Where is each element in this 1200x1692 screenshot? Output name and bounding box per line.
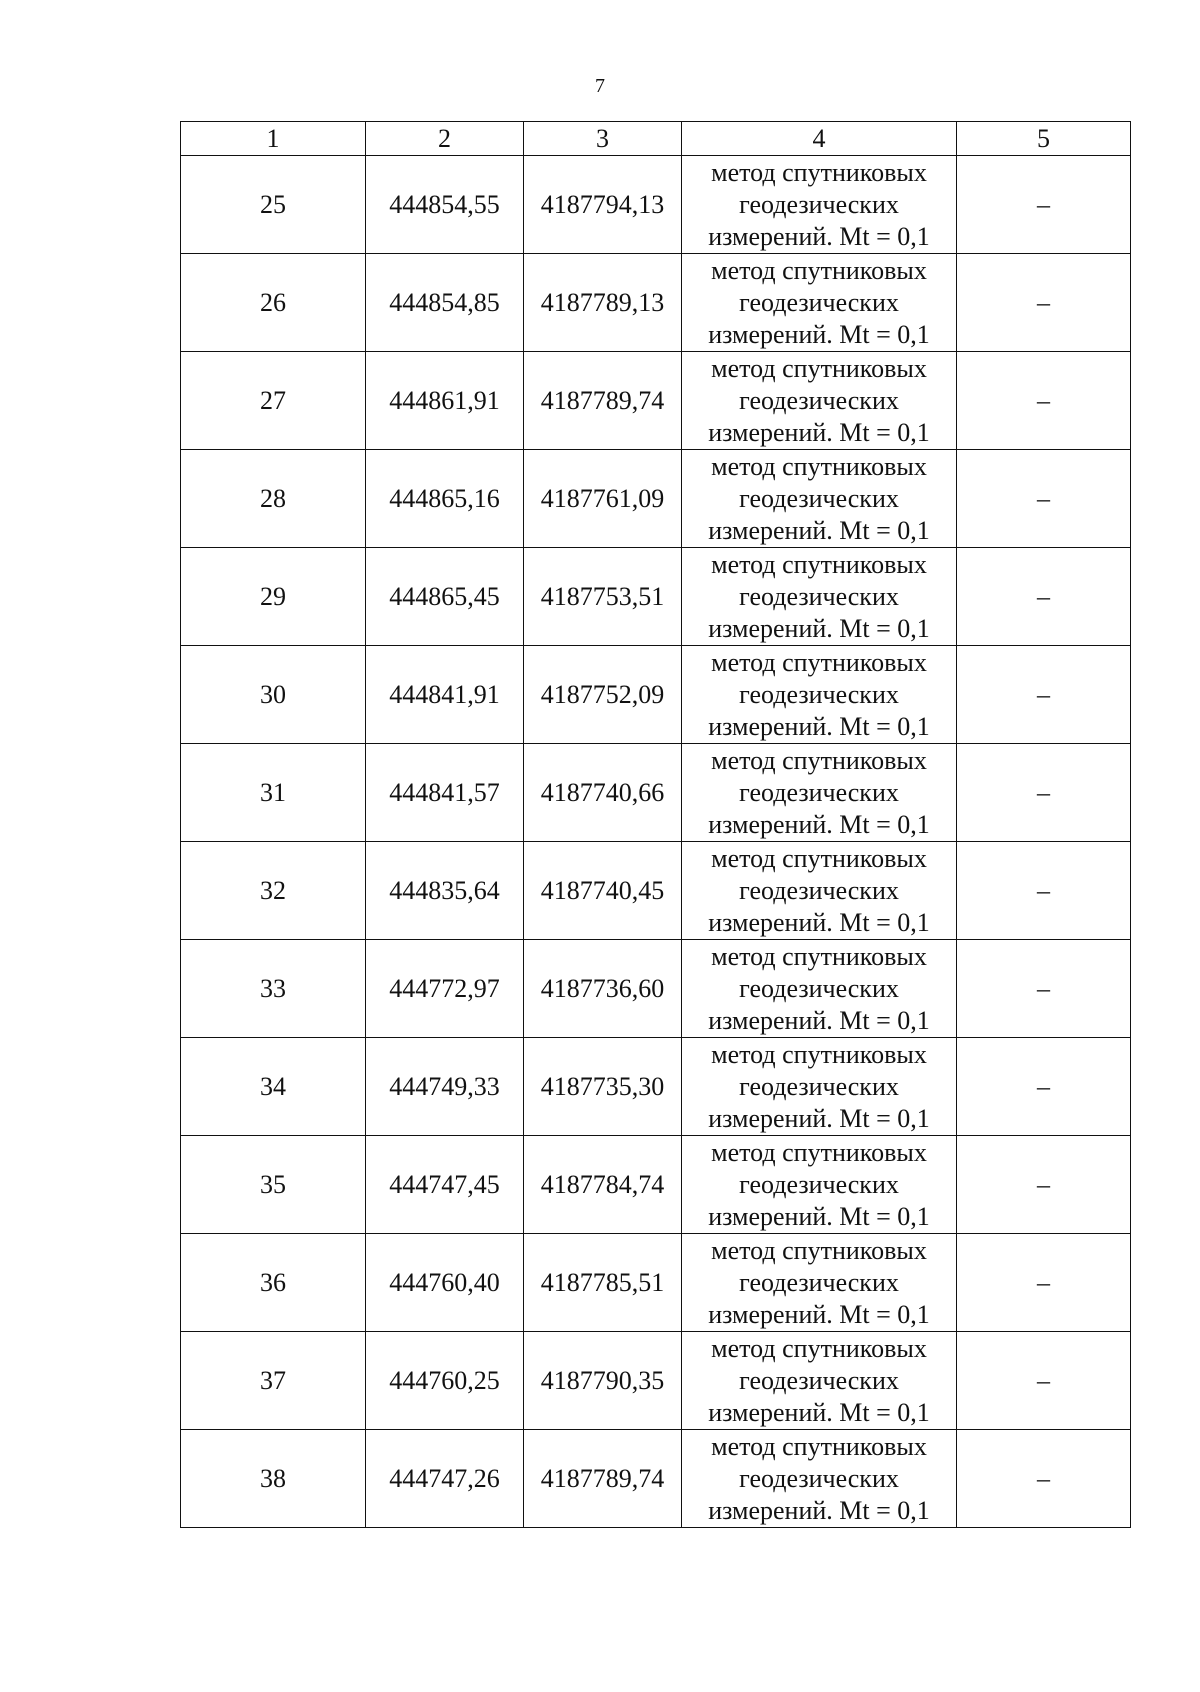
method-cell	[682, 548, 957, 646]
note-cell: –	[957, 1332, 1131, 1430]
method-line: геодезических	[739, 679, 899, 709]
column-header-4: 4	[682, 122, 957, 156]
y-coordinate-cell: 4187735,30	[524, 1038, 682, 1136]
method-line: измерений. Mt = 0,1	[708, 613, 930, 643]
method-line: измерений. Mt = 0,1	[708, 1201, 930, 1231]
point-number-cell: 29	[181, 548, 366, 646]
method-line: метод спутниковых	[711, 255, 927, 285]
page-number: 7	[595, 75, 605, 97]
note-cell: –	[957, 1430, 1131, 1528]
note-cell: –	[957, 1038, 1131, 1136]
method-cell	[682, 1430, 957, 1528]
method-cell	[682, 1136, 957, 1234]
method-line: геодезических	[739, 483, 899, 513]
method-line: измерений. Mt = 0,1	[708, 907, 930, 937]
note-cell: –	[957, 450, 1131, 548]
method-line: метод спутниковых	[711, 941, 927, 971]
table-row	[181, 646, 1131, 744]
note-cell: –	[957, 842, 1131, 940]
method-line: метод спутниковых	[711, 843, 927, 873]
method-line: метод спутниковых	[711, 745, 927, 775]
method-line: геодезических	[739, 1267, 899, 1297]
y-coordinate-cell: 4187740,45	[524, 842, 682, 940]
method-cell	[682, 156, 957, 254]
table-row	[181, 1332, 1131, 1430]
method-cell	[682, 1038, 957, 1136]
x-coordinate-cell: 444854,85	[366, 254, 524, 352]
x-coordinate-cell: 444841,91	[366, 646, 524, 744]
column-header-5: 5	[957, 122, 1131, 156]
method-line: метод спутниковых	[711, 157, 927, 187]
note-cell: –	[957, 940, 1131, 1038]
method-line: измерений. Mt = 0,1	[708, 809, 930, 839]
table-row	[181, 744, 1131, 842]
method-line: геодезических	[739, 973, 899, 1003]
column-header-1: 1	[181, 122, 366, 156]
method-cell	[682, 940, 957, 1038]
y-coordinate-cell: 4187785,51	[524, 1234, 682, 1332]
x-coordinate-cell: 444749,33	[366, 1038, 524, 1136]
column-header-2: 2	[366, 122, 524, 156]
method-line: измерений. Mt = 0,1	[708, 319, 930, 349]
y-coordinate-cell: 4187790,35	[524, 1332, 682, 1430]
point-number-cell: 36	[181, 1234, 366, 1332]
point-number-cell: 34	[181, 1038, 366, 1136]
method-line: метод спутниковых	[711, 353, 927, 383]
column-header-3: 3	[524, 122, 682, 156]
method-line: геодезических	[739, 1463, 899, 1493]
y-coordinate-cell: 4187736,60	[524, 940, 682, 1038]
note-cell: –	[957, 254, 1131, 352]
note-cell: –	[957, 646, 1131, 744]
note-cell: –	[957, 156, 1131, 254]
x-coordinate-cell: 444760,40	[366, 1234, 524, 1332]
table-row	[181, 842, 1131, 940]
method-cell	[682, 842, 957, 940]
method-line: метод спутниковых	[711, 1333, 927, 1363]
table-row	[181, 940, 1131, 1038]
table-row	[181, 548, 1131, 646]
method-line: измерений. Mt = 0,1	[708, 515, 930, 545]
method-line: геодезических	[739, 1365, 899, 1395]
method-line: измерений. Mt = 0,1	[708, 417, 930, 447]
x-coordinate-cell: 444861,91	[366, 352, 524, 450]
table-row	[181, 352, 1131, 450]
y-coordinate-cell: 4187740,66	[524, 744, 682, 842]
method-line: геодезических	[739, 777, 899, 807]
note-cell: –	[957, 1234, 1131, 1332]
x-coordinate-cell: 444760,25	[366, 1332, 524, 1430]
method-cell	[682, 1332, 957, 1430]
point-number-cell: 25	[181, 156, 366, 254]
method-line: метод спутниковых	[711, 1137, 927, 1167]
method-line: геодезических	[739, 189, 899, 219]
point-number-cell: 31	[181, 744, 366, 842]
y-coordinate-cell: 4187789,13	[524, 254, 682, 352]
table-row	[181, 1234, 1131, 1332]
table-row	[181, 1038, 1131, 1136]
method-line: измерений. Mt = 0,1	[708, 1397, 930, 1427]
x-coordinate-cell: 444865,16	[366, 450, 524, 548]
method-line: метод спутниковых	[711, 1235, 927, 1265]
note-cell: –	[957, 744, 1131, 842]
table-header-row	[181, 122, 1131, 156]
x-coordinate-cell: 444772,97	[366, 940, 524, 1038]
point-number-cell: 27	[181, 352, 366, 450]
point-number-cell: 38	[181, 1430, 366, 1528]
note-cell: –	[957, 548, 1131, 646]
method-line: измерений. Mt = 0,1	[708, 1103, 930, 1133]
method-cell	[682, 646, 957, 744]
method-line: геодезических	[739, 385, 899, 415]
method-line: геодезических	[739, 287, 899, 317]
y-coordinate-cell: 4187784,74	[524, 1136, 682, 1234]
note-cell: –	[957, 1136, 1131, 1234]
method-line: измерений. Mt = 0,1	[708, 1299, 930, 1329]
method-line: измерений. Mt = 0,1	[708, 711, 930, 741]
table-row	[181, 450, 1131, 548]
table-row	[181, 254, 1131, 352]
method-cell	[682, 450, 957, 548]
y-coordinate-cell: 4187794,13	[524, 156, 682, 254]
point-number-cell: 33	[181, 940, 366, 1038]
coordinates-table	[180, 121, 1131, 1528]
x-coordinate-cell: 444854,55	[366, 156, 524, 254]
note-cell: –	[957, 352, 1131, 450]
method-line: геодезических	[739, 581, 899, 611]
method-line: метод спутниковых	[711, 1039, 927, 1069]
method-line: метод спутниковых	[711, 549, 927, 579]
method-line: измерений. Mt = 0,1	[708, 1495, 930, 1525]
method-line: измерений. Mt = 0,1	[708, 221, 930, 251]
method-line: геодезических	[739, 1071, 899, 1101]
point-number-cell: 32	[181, 842, 366, 940]
table-row	[181, 156, 1131, 254]
y-coordinate-cell: 4187752,09	[524, 646, 682, 744]
point-number-cell: 30	[181, 646, 366, 744]
table-row	[181, 1136, 1131, 1234]
method-line: метод спутниковых	[711, 451, 927, 481]
method-cell	[682, 744, 957, 842]
x-coordinate-cell: 444865,45	[366, 548, 524, 646]
x-coordinate-cell: 444747,26	[366, 1430, 524, 1528]
x-coordinate-cell: 444747,45	[366, 1136, 524, 1234]
method-line: геодезических	[739, 875, 899, 905]
y-coordinate-cell: 4187789,74	[524, 1430, 682, 1528]
y-coordinate-cell: 4187789,74	[524, 352, 682, 450]
point-number-cell: 26	[181, 254, 366, 352]
x-coordinate-cell: 444841,57	[366, 744, 524, 842]
point-number-cell: 35	[181, 1136, 366, 1234]
y-coordinate-cell: 4187761,09	[524, 450, 682, 548]
method-line: метод спутниковых	[711, 647, 927, 677]
method-cell	[682, 254, 957, 352]
method-cell	[682, 1234, 957, 1332]
table-body	[181, 156, 1131, 1528]
point-number-cell: 37	[181, 1332, 366, 1430]
method-line: геодезических	[739, 1169, 899, 1199]
method-line: измерений. Mt = 0,1	[708, 1005, 930, 1035]
point-number-cell: 28	[181, 450, 366, 548]
y-coordinate-cell: 4187753,51	[524, 548, 682, 646]
table-row	[181, 1430, 1131, 1528]
method-cell	[682, 352, 957, 450]
x-coordinate-cell: 444835,64	[366, 842, 524, 940]
method-line: метод спутниковых	[711, 1431, 927, 1461]
